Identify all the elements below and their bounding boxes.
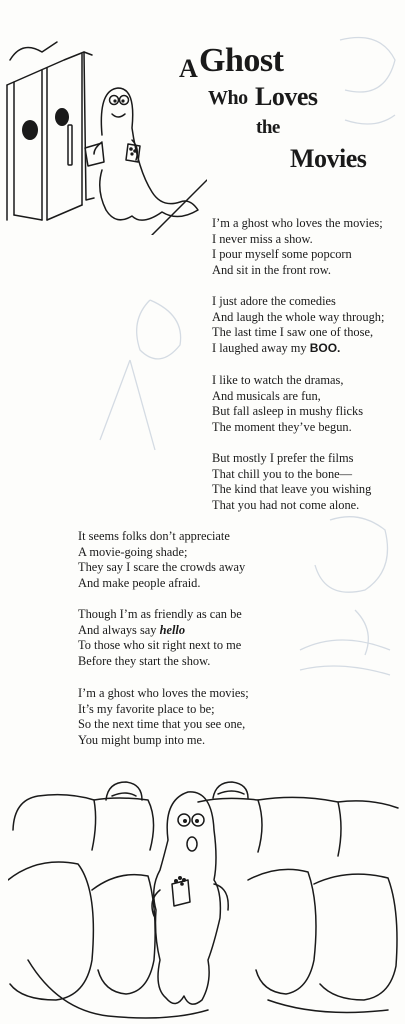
poem-line	[78, 623, 242, 639]
stanza-6	[78, 607, 242, 669]
poem-line: But fall asleep in mushy flicks	[212, 404, 364, 419]
poem-line: You might bump into me.	[78, 732, 206, 747]
poem-line: I like to watch the dramas,	[212, 373, 344, 387]
title-word-ghost: Ghost	[199, 42, 284, 79]
poem-line-text: I laughed away my	[212, 340, 310, 355]
stanza-5	[78, 529, 245, 591]
poem-line: And musicals are fun,	[212, 388, 321, 403]
poem-line: So the next time that you see one,	[78, 717, 246, 732]
title-word-movies: Movies	[290, 144, 367, 173]
poem-line-text: And always say	[78, 622, 160, 637]
hello-emphasis: hello	[159, 622, 186, 637]
poem-line: It seems folks don’t appreciate	[78, 529, 230, 543]
poem-line: I’m a ghost who loves the movies;	[78, 686, 249, 700]
poem-line: Though I’m as friendly as can be	[78, 607, 242, 621]
poem-line: That chill you to the bone—	[212, 466, 353, 481]
poem-line: But mostly I prefer the films	[212, 451, 354, 465]
stanza-1	[212, 216, 383, 278]
poem-line: And make people afraid.	[78, 575, 201, 590]
poem-line: I never miss a show.	[212, 231, 313, 246]
poem-line: They say I scare the crowds away	[78, 560, 246, 575]
poem-line: The last time I saw one of those,	[212, 325, 374, 340]
stanza-3	[212, 373, 363, 435]
stanza-7	[78, 686, 249, 748]
title-word-a: A	[179, 54, 198, 83]
poem-line: To those who sit right next to me	[78, 638, 242, 653]
poem-line: And laugh the whole way through;	[212, 309, 385, 324]
poem-line: I just adore the comedies	[212, 294, 336, 308]
poem-line: Before they start the show.	[78, 653, 211, 668]
ghost-in-theater-seats-icon	[8, 760, 400, 1022]
poem-line: I pour myself some popcorn	[212, 247, 352, 262]
title-word-loves: Loves	[255, 82, 318, 111]
poem-line: A movie-going shade;	[78, 544, 188, 559]
poem-line: I’m a ghost who loves the movies;	[212, 216, 383, 230]
stanza-2	[212, 294, 384, 356]
boo-emphasis: BOO.	[309, 340, 341, 355]
poem-line	[212, 341, 384, 357]
title-word-who: Who	[208, 87, 248, 109]
poem-line: That you had not come alone.	[212, 497, 360, 512]
poem-title	[0, 0, 405, 180]
stanza-4	[212, 451, 371, 513]
title-word-the: the	[256, 117, 280, 138]
poem-line: It’s my favorite place to be;	[78, 701, 215, 716]
poem-line: The kind that leave you wishing	[212, 482, 372, 497]
poem-line: The moment they’ve begun.	[212, 419, 352, 434]
poem-line: And sit in the front row.	[212, 262, 331, 277]
